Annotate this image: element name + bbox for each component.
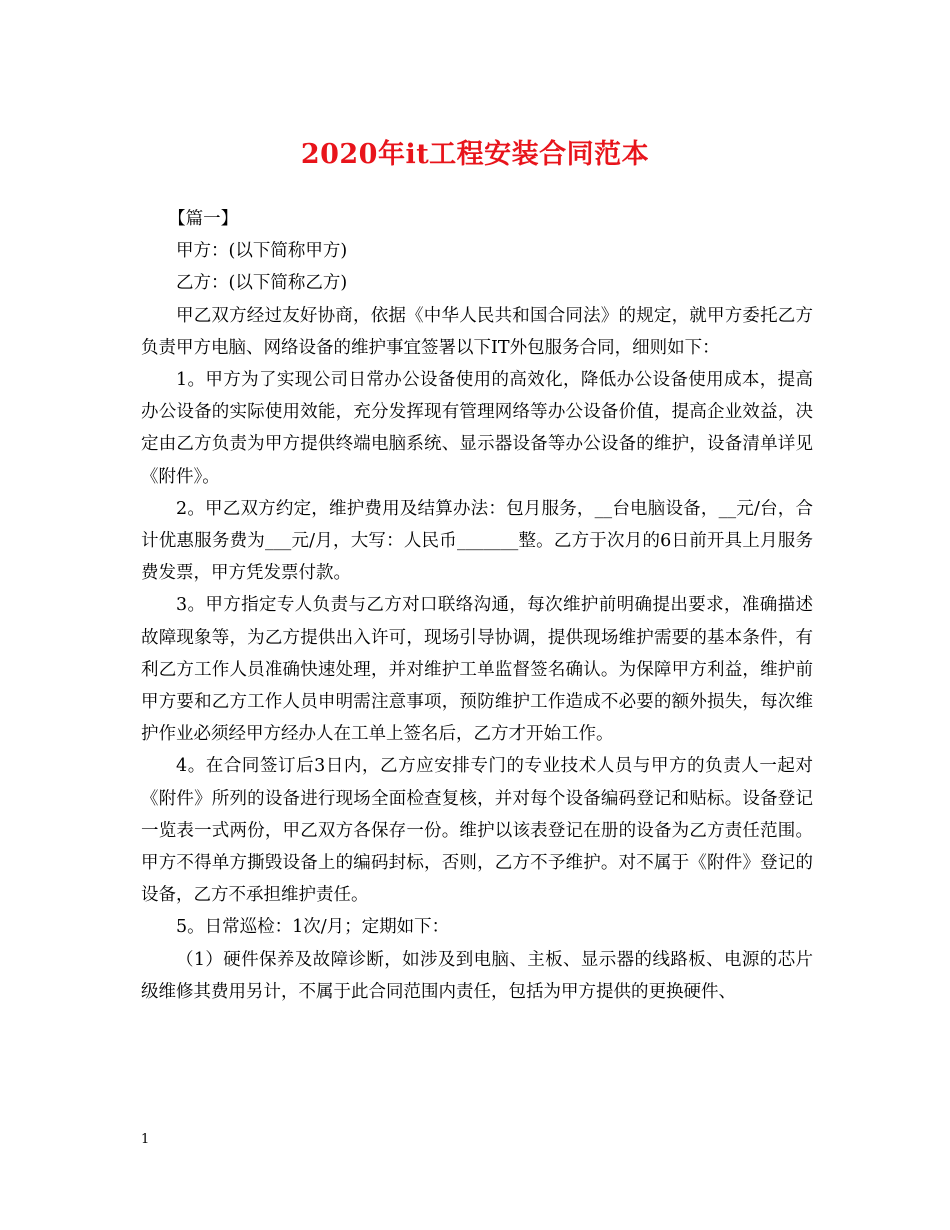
page-number: 1 [141, 1132, 150, 1147]
document-title: 2020年it工程安装合同范本 [300, 139, 650, 170]
paragraph-clause-2: 2。甲乙双方约定，维护费用及结算办法：包月服务，__台电脑设备，__元/台，合计优惠服务费为___元/月，大写：人民币_______整。乙方于次月的6日前开具上月服务费发票，甲方凭发票付款。 [141, 498, 813, 584]
paragraph-party-a: 甲方：(以下简称甲方) [176, 241, 348, 262]
paragraph-intro: 甲乙双方经过友好协商，依据《中华人民共和国合同法》的规定，就甲方委托乙方负责甲方电脑、网络设备的维护事宜签署以下IT外包服务合同，细则如下： [141, 305, 813, 358]
paragraph-party-b: 乙方：(以下简称乙方) [176, 273, 348, 294]
section-heading: 【篇一】 [168, 209, 239, 229]
paragraph-clause-5: 5。日常巡检：1次/月；定期如下： [176, 917, 450, 938]
paragraph-clause-5-item-1: （1）硬件保养及故障诊断，如涉及到电脑、主板、显示器的线路板、电源的芯片级维修其费用另计，不属于此合同范围内责任，包括为甲方提供的更换硬件、 [141, 949, 813, 1002]
document-body [141, 203, 813, 1008]
paragraph-clause-1: 1。甲方为了实现公司日常办公设备使用的高效化，降低办公设备使用成本，提高办公设备的实际使用效能，充分发挥现有管理网络等办公设备价值，提高企业效益，决定由乙方负责为甲方提供终端电脑系统、显示器设备等办公设备的维护，设备清单详见《附件》。 [141, 370, 813, 487]
paragraph-clause-4: 4。在合同签订后3日内，乙方应安排专门的专业技术人员与甲方的负责人一起对《附件》所列的设备进行现场全面检查复核，并对每个设备编码登记和贴标。设备登记一览表一式两份，甲乙双方各保存一份。维护以该表登记在册的设备为乙方责任范围。甲方不得单方撕毁设备上的编码封标，否则，乙方不予维护。对不属于《附件》登记的设备，乙方不承担维护责任。 [141, 756, 813, 906]
paragraph-clause-3: 3。甲方指定专人负责与乙方对口联络沟通，每次维护前明确提出要求，准确描述故障现象等，为乙方提供出入许可，现场引导协调，提供现场维护需要的基本条件，有利乙方工作人员准确快速处理，并对维护工单监督签名确认。为保障甲方利益，维护前甲方要和乙方工作人员申明需注意事项，预防维护工作造成不必要的额外损失，每次维护作业必须经甲方经办人在工单上签名后，乙方才开始工作。 [141, 595, 813, 745]
